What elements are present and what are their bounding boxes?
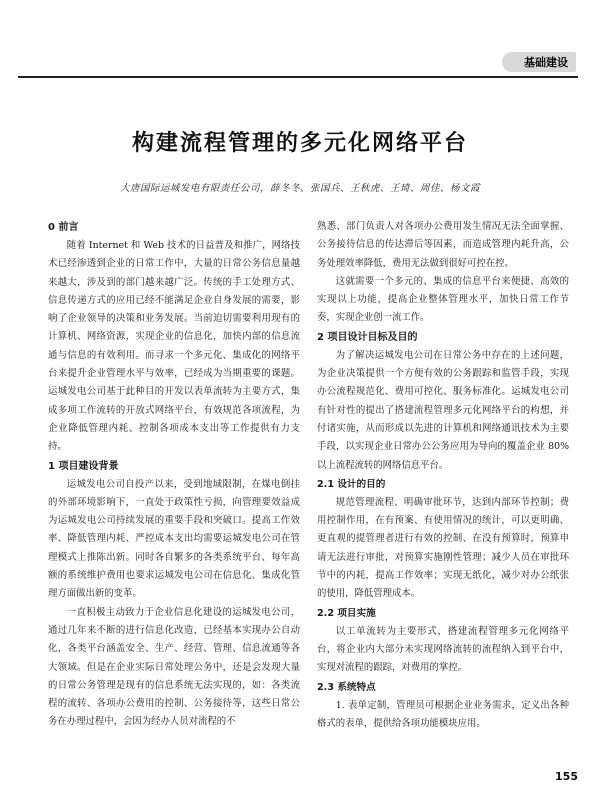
paragraph: 随着 Internet 和 Web 技术的日益普及和推广，网络技术已经渗透到企业的日常工作中，大量的日常公务信息量越来越大，涉及到的部门越来越广泛。传统的手工处理方式、信息传递方式的应用已经不能满足企业自身发展的需要，影响了企业领导的决策和业务发展。当前迫切需要利用现有的计算机、网络资源，实现企业的信息化，加快内部的信息流通与信息的有效利用。而寻求一个多元化、集成化的网络平台来提升企业管理水平与效率，已经成为当期重要的课题。运城发电公司基于此种目的开发以表单流转为主要方式，集成多项工作流转的开放式网络平台，有效规范各项流程，为企业降低管理内耗、控制各项成本支出等工作提供有力支持。	[48, 240, 300, 453]
paragraph: 熟悉、部门负责人对各项办公费用发生情况无法全面掌握、公务接待信息的传达滞后等因素，而造成管理内耗升高，公务处理效率降低，费用无法做到很好可控在控。	[317, 221, 569, 269]
paragraph: 为了解决运城发电公司在日常公务中存在的上述问题，为企业决策提供一个方便有效的公务跟踪和监管手段，实现办公流程规范化、费用可控化、服务标准化。运城发电公司有针对性的提出了搭建流程管理多元化网络平台的构想，并付诸实施，从而形成以先进的计算机和网络通讯技术为主要手段，以实现企业日常办公公务应用为导向的覆盖企业 80% 以上流程流转的网络信息平台。	[317, 349, 569, 471]
paragraph: 一直积极主动致力于企业信息化建设的运城发电公司，通过几年来不断的进行信息化改造，已经基本实现办公自动化，各类平台涵盖安全、生产、经营、管理、信息流通等各大领域。但是在企业实际日常处理公务中，还是会发现大量的日常公务管理是现有的信息系统无法实现的，如：各类流程的流转、各项办公费用的控制、公务接待等，这些日常公务在办理过程中，会因为经办人员对流程的不	[48, 606, 300, 728]
left-column	[48, 218, 300, 732]
subsection-heading-2-3: 2.3 系统特点	[317, 681, 376, 693]
section-heading-2: 2 项目设计目标及目的	[317, 331, 418, 343]
paragraph: 1. 表单定制，管理员可根据企业业务需求，定义出各种格式的表单，提供给各项功能模块应用。	[317, 699, 569, 729]
paragraph: 以工单流转为主要形式，搭建流程管理多元化网络平台，将企业内大部分未实现网络流转的流程纳入到平台中，实现对流程的跟踪，对费用的掌控。	[317, 625, 569, 674]
article-title: 构建流程管理的多元化网络平台	[131, 131, 468, 156]
subsection-heading-2-2: 2.2 项目实施	[317, 607, 376, 619]
header-rule	[18, 76, 578, 78]
section-heading-1: 1 项目建设背景	[48, 460, 119, 472]
section-tag: 基础建设	[502, 52, 576, 72]
article-authors: 大唐国际运城发电有限责任公司，薛冬冬、张国兵、王秋虎、王琦、周佳、杨文霞	[119, 183, 480, 194]
paragraph: 这就需要一个多元的、集成的信息平台来便捷、高效的实现以上功能，提高企业整体管理水平，加快日常工作节奏，实现企业创一流工作。	[317, 275, 569, 324]
section-heading-intro: 0 前言	[48, 222, 79, 233]
paragraph: 规范管理流程、明确审批环节，达到内部环节控制；费用控制作用，在有预案、有使用情况的统计，可以更明确、更直观的提管理者进行有效的控制、在没有预算时，预算申请无法进行审批，对预算实施刚性管理；减少人员在审批环节中的内耗，提高工作效率；实现无纸化，减少对办公纸张的使用，降低管理成本。	[317, 496, 569, 600]
paragraph: 运城发电公司自投产以来，受到地域限制，在煤电倒挂的外部环境影响下，一直处于政策性亏损，向管理要效益成为运城发电公司持续发展的重要手段和突破口。提高工作效率、降低管理内耗、严控成本支出均需要运城发电公司在管理模式上推陈出新。同时各自繁多的各类系统平台、每年高额的系统维护费用也要求运城发电公司在信息化、集成化管理方面做出新的变革。	[48, 478, 300, 600]
page-number: 155	[555, 770, 578, 783]
subsection-heading-2-1: 2.1 设计的目的	[317, 478, 386, 490]
right-column	[317, 218, 569, 733]
